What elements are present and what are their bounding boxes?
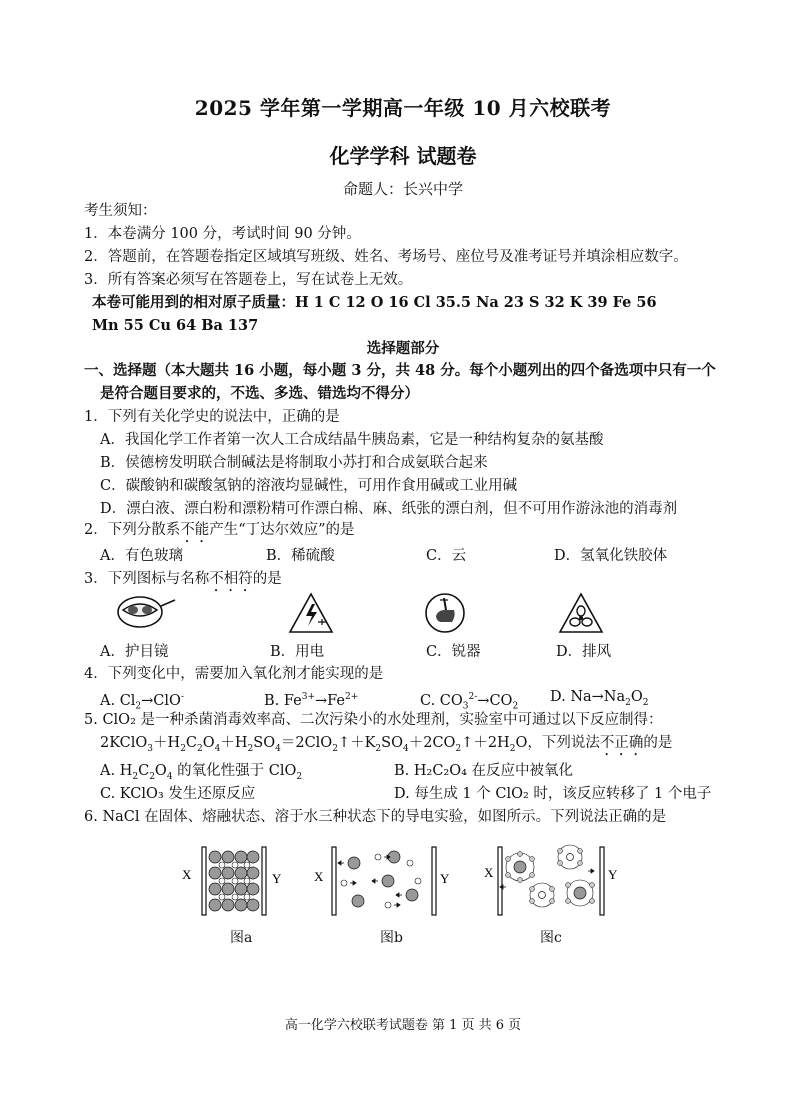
ventilation-fan-icon xyxy=(558,592,604,634)
q3-option-b: B．用电 xyxy=(270,644,325,660)
svg-text:X: X xyxy=(182,867,192,882)
svg-text:X: X xyxy=(314,869,324,884)
q1-option-b: B．侯德榜发明联合制碱法是将制取小苏打和合成氨联合起来 xyxy=(100,455,488,471)
q4-option-d: D. $Na\to Na_2O_2$ xyxy=(550,689,649,708)
goggles-icon xyxy=(115,592,177,632)
q2-option-c: C．云 xyxy=(426,548,467,564)
q2-option-b: B．稀硫酸 xyxy=(266,548,335,564)
q4-option-c: C. $CO_3^{2-}\to CO_2$ xyxy=(420,692,519,712)
page-footer: 高一化学六校联考试题卷 第 1 页 共 6 页 xyxy=(284,1018,522,1033)
q5-option-d: D. 每生成 1 个 ClO₂ 时，该反应转移了 1 个电子 xyxy=(394,786,712,802)
q3-stem-post: 的是 xyxy=(252,571,282,587)
sharp-object-icon xyxy=(424,592,466,634)
q4-option-a: A. $Cl_2\to ClO^-$ xyxy=(100,692,184,712)
exam-subtitle: 化学学科 试题卷 xyxy=(329,144,477,168)
q2-option-a: A．有色玻璃 xyxy=(100,548,183,564)
figure-b-molten xyxy=(314,843,454,927)
q1-option-c: C．碳酸钠和碳酸氢钠的溶液均显碱性，可用作食用碱或工业用碱 xyxy=(100,478,518,494)
q3-stem xyxy=(84,569,282,595)
q5-option-a: A. $H_2C_2O_4$ 的氧化性强于 ClO$_2$ xyxy=(100,763,303,782)
q3-stem-pre: 3．下列图标与名称 xyxy=(84,571,210,587)
section-title: 选择题部分 xyxy=(366,340,440,357)
q5-option-b: B. H₂C₂O₄ 在反应中被氧化 xyxy=(394,763,574,779)
notice-item-1: 1．本卷满分 100 分，考试时间 90 分钟。 xyxy=(84,226,361,242)
q5-stem: 5. ClO₂ 是一种杀菌消毒效率高、二次污染小的水处理剂，实验室中可通过以下反应制得： xyxy=(84,712,663,728)
q2-stem xyxy=(84,520,355,546)
q3-stem-emphasis: 不相符 xyxy=(209,571,253,587)
q3-option-a: A．护目镜 xyxy=(100,644,169,660)
figure-b-caption: 图b xyxy=(380,930,403,946)
q1-option-a: A．我国化学工作者第一次人工合成结晶牛胰岛素，它是一种结构复杂的氨基酸 xyxy=(100,432,604,448)
part-instruction-line-2: 是符合题目要求的，不选、多选、错选均不得分） xyxy=(100,385,419,402)
q1-option-d: D．漂白液、漂白粉和漂粉精可作漂白棉、麻、纸张的漂白剂，但不可用作游泳池的消毒剂 xyxy=(100,501,678,517)
q4-option-b: B. $Fe^{3+}\to Fe^{2+}$ xyxy=(264,692,359,709)
q5-option-c: C. KClO₃ 发生还原反应 xyxy=(100,786,256,802)
figure-a-solid xyxy=(182,843,292,927)
notice-heading: 考生须知： xyxy=(84,203,157,219)
exam-title: 2025 学年第一学期高一年级 10 月六校联考 xyxy=(194,96,612,120)
svg-text:X: X xyxy=(484,865,494,880)
q3-option-c: C．锐器 xyxy=(426,644,481,660)
q5-tail-emphasis: 不正确 xyxy=(599,735,644,751)
notice-item-3: 3．所有答案必须写在答题卷上，写在试卷上无效。 xyxy=(84,272,413,288)
atomic-mass-line-2: Mn 55 Cu 64 Ba 137 xyxy=(92,317,259,334)
q5-tail-pre: ，下列说法 xyxy=(527,735,600,751)
figure-a-caption: 图a xyxy=(230,930,253,946)
q5-tail-post: 的是 xyxy=(643,735,673,751)
q2-option-d: D．氢氧化铁胶体 xyxy=(554,548,668,564)
q2-stem-post: 产生“丁达尔效应”的是 xyxy=(209,522,355,538)
q5-equation xyxy=(100,733,672,759)
q3-option-d: D．排风 xyxy=(556,644,612,660)
q6-stem: 6. NaCl 在固体、熔融状态、溶于水三种状态下的导电实验，如图所示。下列说法正确的是 xyxy=(84,809,667,825)
q2-stem-emphasis: 不能 xyxy=(180,522,210,538)
q4-stem: 4．下列变化中，需要加入氧化剂才能实现的是 xyxy=(84,666,384,682)
figure-c-solution xyxy=(484,843,624,927)
svg-text:Y: Y xyxy=(272,871,282,886)
part-instruction-line-1: 一、选择题（本大题共 16 小题，每小题 3 分，共 48 分。每个小题列出的四个备选项中只有一个 xyxy=(84,362,716,379)
q2-stem-pre: 2．下列分散系 xyxy=(84,522,181,538)
exam-author: 命题人：长兴中学 xyxy=(342,180,463,198)
svg-text:Y: Y xyxy=(440,871,450,886)
electricity-warning-icon xyxy=(288,592,334,634)
atomic-mass-line-1: 本卷可能用到的相对原子质量：H 1 C 12 O 16 Cl 35.5 Na 23 S 32 K 39 Fe 56 xyxy=(92,294,657,311)
q5-reaction: $2KClO_3+H_2C_2O_4+H_2SO_4=2ClO_2↑+K_2SO_4+2CO_2↑+2H_2O$ xyxy=(100,735,528,754)
figure-c-caption: 图c xyxy=(540,930,562,946)
q1-stem: 1．下列有关化学史的说法中，正确的是 xyxy=(84,409,340,425)
svg-text:Y: Y xyxy=(608,867,618,882)
notice-item-2: 2．答题前，在答题卷指定区域填写班级、姓名、考场号、座位号及准考证号并填涂相应数字。 xyxy=(84,249,688,265)
